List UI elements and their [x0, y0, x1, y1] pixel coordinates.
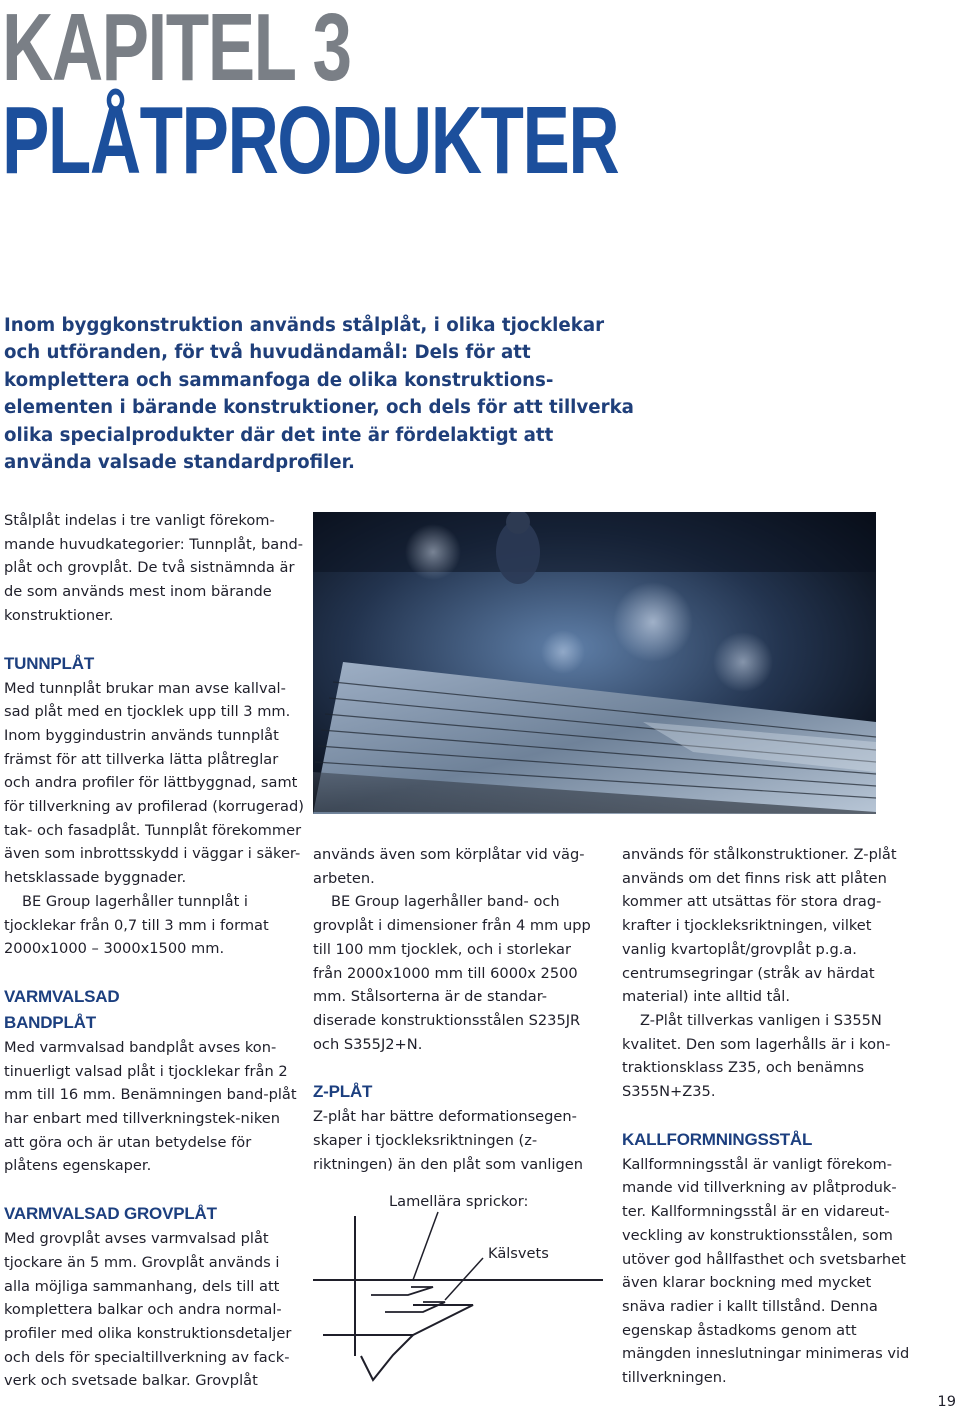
steel-sheets-photo	[313, 512, 876, 814]
plate-outline-lines	[313, 1216, 603, 1380]
zplat-paragraph: Z-plåt har bättre deformationsegen-skaper i tjockleksriktningen (z-riktningen) än den plåt som vanligen	[313, 1108, 584, 1173]
zplat-quality-paragraph: Z-Plåt tillverkas vanligen i S355N kvalitet. Den som lagerhålls är i kon-traktionsklass Z35, och benämns S355N+Z35.	[622, 1011, 891, 1101]
grovplat-paragraph: Med grovplåt avses varmvalsad plåt tjockare än 5 mm. Grovplåt används i alla möjliga sammanhang, dels till att komplettera balkar och andra normal-profiler med olika konstruktionsdetaljer och dels för specialtillverkning av fack-verk och svetsade balkar. Grovplåt	[4, 1230, 292, 1390]
section-heading-tunnplat: TUNNPLÅT	[4, 653, 94, 673]
lamellar-crack-diagram	[313, 1180, 603, 1390]
korplat-paragraph: används även som körplåtar vid väg-arbeten.	[313, 846, 585, 887]
band-grov-stock-paragraph: BE Group lagerhåller band- och grovplåt i dimensioner från 4 mm upp till 100 mm tjocklek, och i storlekar från 2000x1000 mm till 6000x 2500 mm. Stålsorterna är de standar-diserade konstruktionsstålen S235JR och S355J2+N.	[313, 893, 591, 1053]
column-2	[313, 843, 598, 1176]
section-heading-zplat: Z-PLÅT	[313, 1082, 373, 1102]
section-heading-kallformningsstal: KALLFORMNINGSSTÅL	[622, 1129, 813, 1149]
tunnplat-paragraph: Med tunnplåt brukar man avse kallval-sad plåt med en tjocklek upp till 3 mm. Inom byggindustrin används tunnplåt främst för att tillverka lätta plåtreglar och andra profiler för lättbyggnad, samt för tillverkning av profilerad (korrugerad) tak- och fasadplåt. Tunnplåt förekommer även som inbrottsskydd i väggar i säker-hetsklassade byggnader.	[4, 679, 304, 887]
section-heading-grovplat: VARMVALSAD GROVPLÅT	[4, 1204, 217, 1224]
section-heading-varmvalsad-line2: BANDPLÅT	[4, 1012, 96, 1032]
label-fillet-weld: Kälsvets	[488, 1245, 549, 1262]
bandplat-paragraph: Med varmvalsad bandplåt avses kon-tinuerligt valsad plåt i tjocklekar från 2 mm till 16 mm. Benämningen band-plåt har enbart med tillverkningstek-niken att göra och är utan betydelse för plåtens egenskaper.	[4, 1038, 297, 1175]
page-number: 19	[937, 1393, 956, 1410]
label-lamellar-cracks: Lamellära sprickor:	[389, 1193, 529, 1210]
chapter-number-title: KAPITEL 3	[2, 0, 351, 101]
categories-paragraph: Stålplåt indelas i tre vanligt förekom-mande huvudkategorier: Tunnplåt, band-plåt och grovplåt. De två sistnämnda är de som används mest inom bärande konstruktioner.	[4, 512, 303, 624]
column-1	[4, 509, 304, 1393]
kallformningsstal-paragraph: Kallformningsstål är vanligt förekom-mande vid tillverkning av plåtproduk-ter. Kallformningsstål är en vidareut-veckling av konstruktionsstålen, som utöver god hållfasthet och svetsbarhet även klarar bockning med mycket snäva radier i kallt tillstånd. Denna egenskap åstadkoms genom att mängden inneslutningar minimeras vid tillverkningen.	[622, 1155, 910, 1387]
column-3	[622, 843, 912, 1390]
intro-paragraph: Inom byggkonstruktion används stålplåt, i olika tjocklekar och utföranden, för två huvudändamål: Dels för att komplettera och sammanfoga de olika konstruktions-elementen i bärande konstruktioner, och dels för att tillverka olika specialprodukter där det inte är fördelaktigt att använda valsade standardprofiler.	[4, 315, 634, 474]
tunnplat-stock-paragraph: BE Group lagerhåller tunnplåt i tjocklekar från 0,7 till 3 mm i format 2000x1000 – 3000x1500 mm.	[4, 892, 269, 958]
zplat-use-paragraph: används för stålkonstruktioner. Z-plåt används om det finns risk att plåten kommer att utsättas för stora drag-krafter i tjockleksriktningen, vilket vanlig kvartoplåt/grovplåt p.g.a. centrumsegringar (stråk av härdat material) inte alltid tål.	[622, 846, 897, 1006]
chapter-title: PLÅTPRODUKTER	[2, 87, 619, 194]
crack-zigzag-lines	[371, 1287, 445, 1312]
section-heading-varmvalsad-line1: VARMVALSAD	[4, 986, 120, 1006]
